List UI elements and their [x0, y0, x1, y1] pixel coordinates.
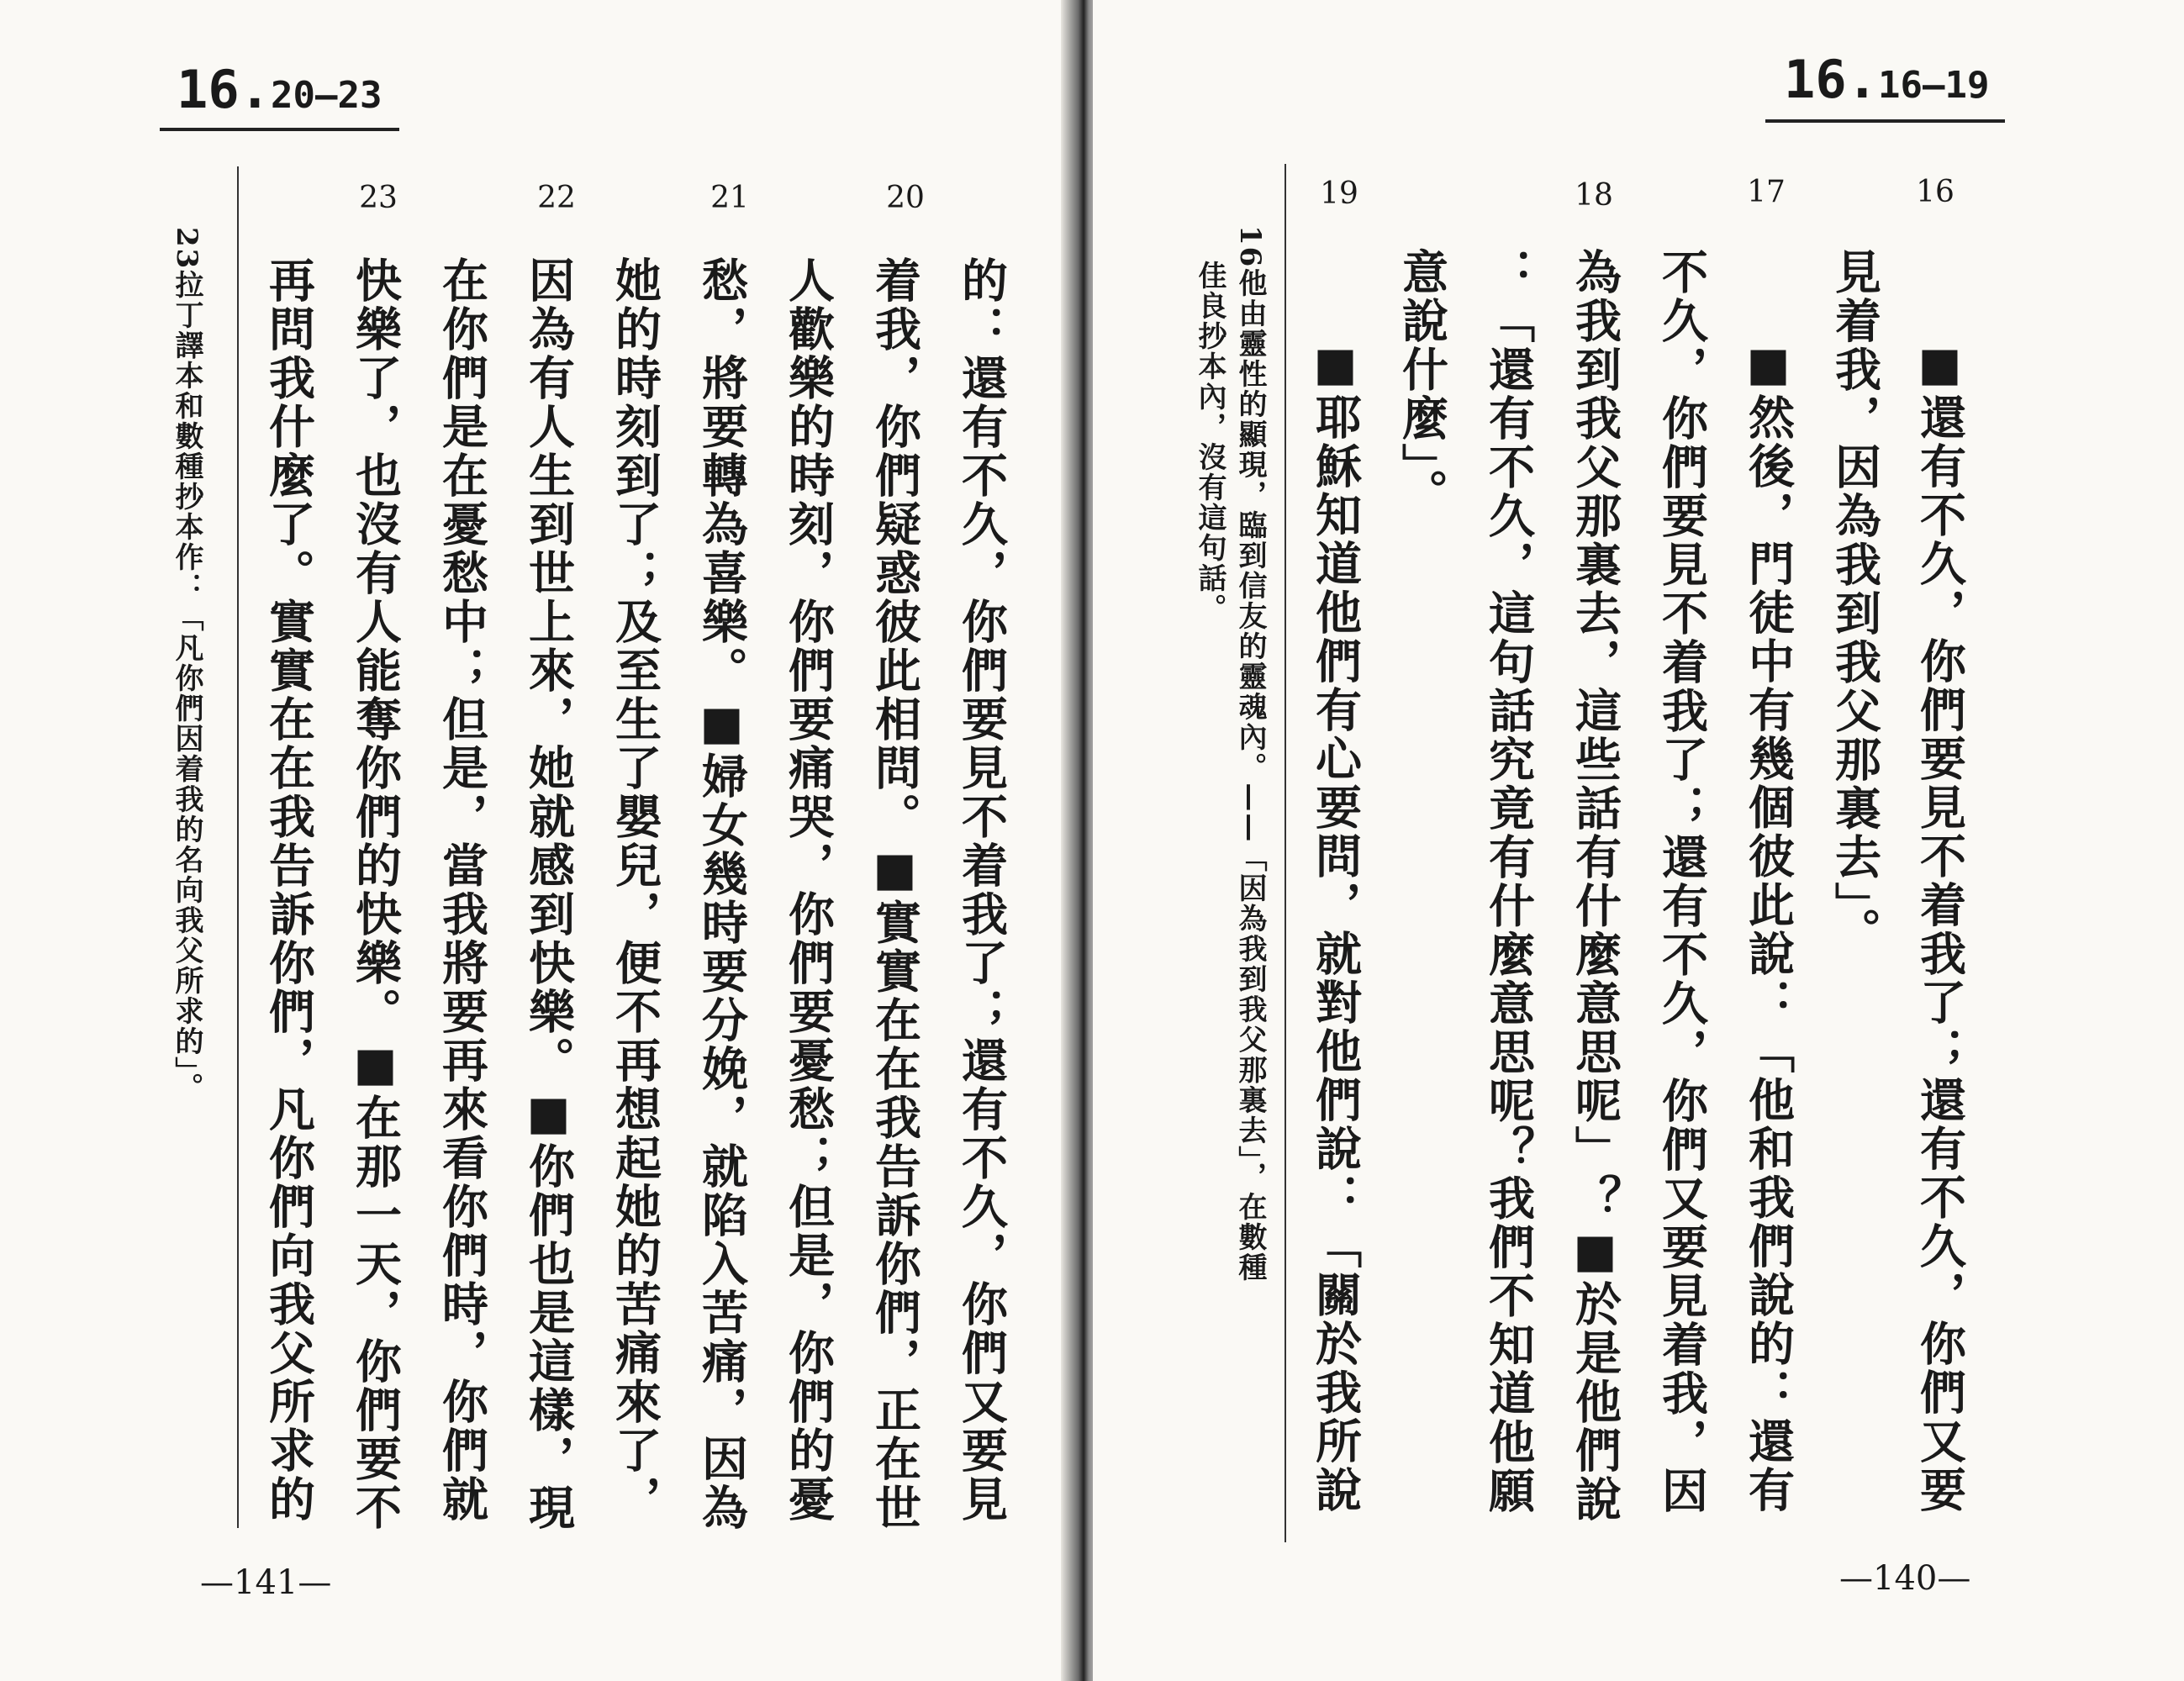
verse-number: 21	[710, 181, 749, 215]
verse-number: 17	[1747, 175, 1786, 209]
left-header-chapter: 16.	[177, 59, 271, 120]
verse-number: 23	[359, 181, 398, 215]
text-column: 再問我什麼了。實實在在我告訴你們，凡你們向我父所求的	[261, 256, 316, 1524]
text-column: ■耶穌知道他們有心要問，就對他們說：「關於我所說	[1308, 336, 1363, 1515]
text-column: ■然後，門徒中有幾個彼此說：「他和我們說的：還有	[1741, 336, 1796, 1515]
left-footnote-divider	[237, 166, 239, 1528]
left-header-verses: 20—23	[270, 74, 382, 117]
page-number: —140—	[1839, 1559, 1971, 1598]
text-column: ■還有不久，你們要見不着我了；還有不久，你們又要	[1912, 336, 1967, 1515]
text-column: 她的時刻到了；及至生了嬰兒，便不再想起她的苦痛來了，	[608, 256, 662, 1524]
text-column: 意說什麼」。	[1395, 248, 1449, 518]
footnote: 16他由靈性的顯現，臨到信友的靈魂內。——「因為我到我父那裏去」，在數種	[1233, 225, 1267, 1283]
left-page	[0, 0, 1072, 1681]
verse-number: 16	[1916, 175, 1955, 209]
right-page	[1093, 0, 2184, 1681]
text-column: 的：還有不久，你們要見不着我了；還有不久，你們又要見	[954, 256, 1009, 1524]
footnote: 23拉丁譯本和數種抄本作：「凡你們因着我的名向我父所求的」。	[170, 227, 203, 1104]
right-page-header	[1784, 49, 1989, 110]
right-header-rule	[1765, 119, 2005, 123]
text-column: 快樂了，也沒有人能奪你們的快樂。■在那一天，你們要不	[348, 256, 403, 1532]
text-column: 見着我，因為我到我父那裏去」。	[1828, 248, 1882, 956]
right-footnote-divider	[1285, 164, 1286, 1542]
verse-number: 22	[537, 181, 576, 215]
left-header-rule	[160, 128, 399, 131]
text-column: 人歡樂的時刻，你們要痛哭，你們要憂愁；但是，你們的憂	[781, 256, 836, 1524]
verse-number: 20	[886, 181, 925, 215]
text-column: ：「還有不久，這句話究竟有什麼意思呢？我們不知道他願	[1481, 248, 1536, 1515]
right-header-verses: 16—19	[1877, 64, 1990, 107]
left-page-header	[177, 59, 382, 120]
text-column: 不久，你們要見不着我了；還有不久，你們又要見着我，因	[1654, 248, 1709, 1515]
right-header-chapter: 16.	[1784, 49, 1878, 110]
footnote: 佳良抄本內，沒有這句話。	[1193, 261, 1227, 624]
text-column: 在你們是在憂愁中；但是，當我將要再來看你們時，你們就	[435, 256, 489, 1524]
text-column: 愁，將要轉為喜樂。■婦女幾時要分娩，就陷入苦痛，因為	[694, 256, 749, 1532]
page-number: —141—	[200, 1563, 332, 1602]
text-column: 着我，你們疑惑彼此相問。■實實在在我告訴你們，正在世	[868, 256, 922, 1532]
verse-number: 19	[1320, 177, 1358, 211]
verse-number: 18	[1575, 178, 1613, 213]
text-column: 因為有人生到世上來，她就感到快樂。■你們也是這樣，現	[521, 256, 576, 1532]
text-column: 為我到我父那裏去，這些話有什麼意思呢」？■於是他們說	[1568, 248, 1622, 1524]
